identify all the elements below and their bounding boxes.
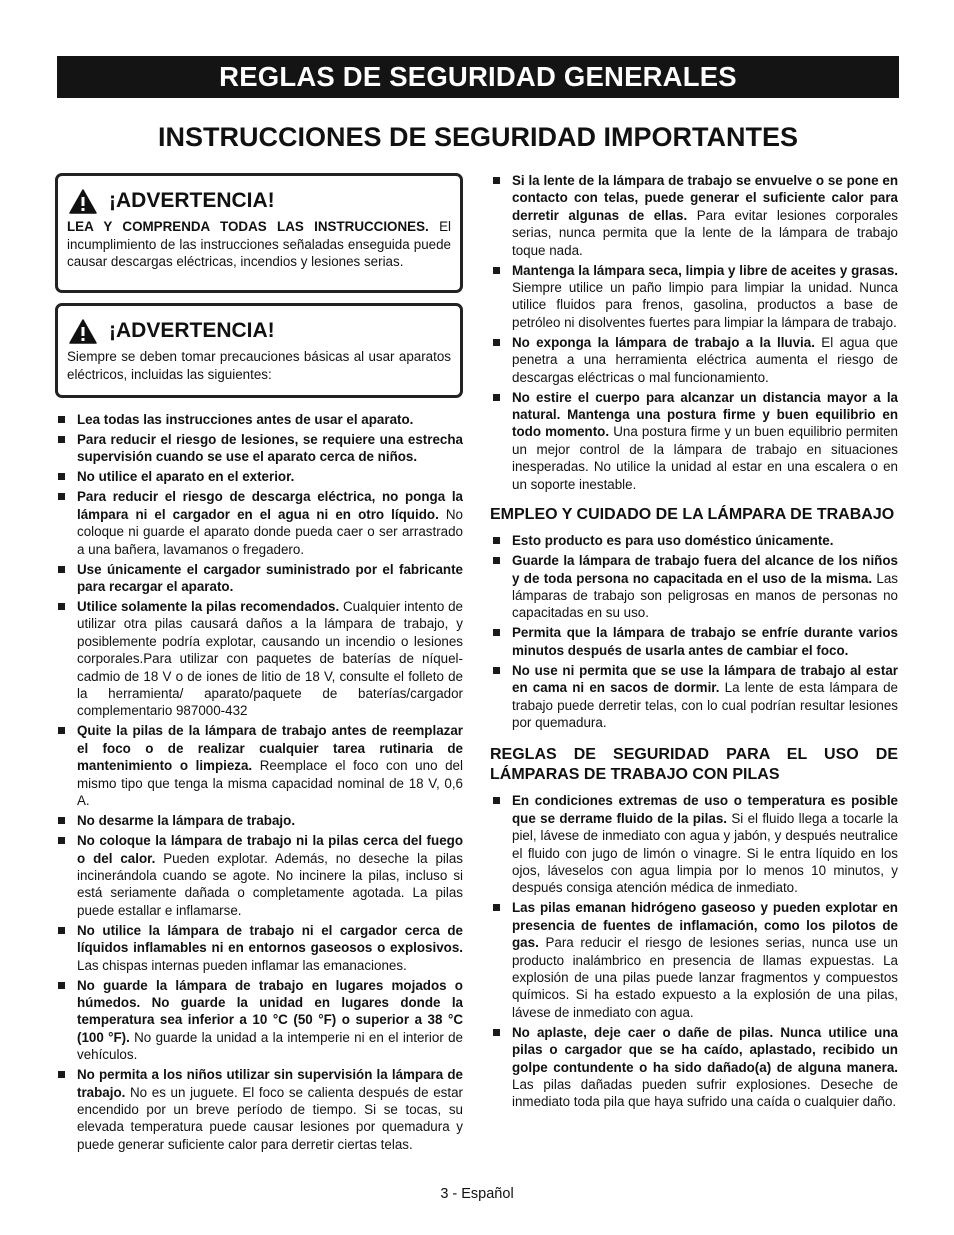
list-item [55,812,463,829]
list-item [55,977,463,1064]
list-item-body-text: La lente de esta lámpara de trabajo puede derretir telas, con lo cual podrían resultar lesiones por quemadura. [512,680,898,730]
list-item [490,624,898,659]
list-item [55,722,463,809]
list-item [55,488,463,558]
list-item-bold-text: No permita a los niños utilizar sin supervisión la lámpara de trabajo. [77,1067,463,1100]
page-subtitle: INSTRUCCIONES DE SEGURIDAD IMPORTANTES [157,122,799,152]
warning-title: ¡ADVERTENCIA! [109,319,275,342]
warning-body-text: Siempre se deben tomar precauciones básicas al usar aparatos eléctricos, incluidas las siguientes: [67,349,451,382]
pilas-list [490,792,898,1111]
list-item [490,334,898,386]
list-item [490,899,898,1021]
list-item-bold-text: No use ni permita que se use la lámpara de trabajo al estar en cama ni en sacos de dormir. [512,662,898,696]
right-safety-list [490,172,898,493]
warning-bold-text: LEA Y COMPRENDA TODAS LAS INSTRUCCIONES. [67,219,429,234]
list-item-body-text: Siempre utilice un paño limpio para limpiar la unidad. Nunca utilice fluidos para frenos, gasolina, productos a base de petróleo ni disolventes fuertes para limpiar la lámpara de trabajo. [512,280,898,330]
warning-box-1 [55,173,463,293]
list-item [55,561,463,596]
list-item-bold-text: Utilice solamente la pilas recomendados. [77,599,340,615]
warning-triangle-icon [69,319,97,344]
list-item-bold-text: No exponga la lámpara de trabajo a la lluvia. [512,334,815,350]
right-column [490,172,898,1113]
warning-text [67,218,451,271]
list-item-bold-text: No desarme la lámpara de trabajo. [77,813,296,829]
banner-title: REGLAS DE SEGURIDAD GENERALES [57,56,899,98]
list-item-body-text: Para evitar lesiones corporales serias, nunca permita que la lente de la lámpara de trabajo toque nada. [512,207,898,258]
warning-box-2 [55,303,463,398]
section-heading-empleo: EMPLEO Y CUIDADO DE LA LÁMPARA DE TRABAJO [490,506,895,524]
list-item [55,468,463,485]
list-item-bold-text: Para reducir el riesgo de descarga eléctrica, no ponga la lámpara ni el cargador en el agua ni en otro líquido. [77,489,463,522]
list-item-body-text: El agua que penetra a una herramienta eléctrica aumenta el riesgo de descargas eléctricas o mal funcionamiento. [512,334,898,385]
list-item-body-text: Las pilas dañadas pueden sufrir explosiones. Deseche de inmediato toda pila que haya sufrido una caída o cualquier daño. [512,1077,898,1110]
list-item-bold-text: Use únicamente el cargador suministrado por el fabricante para recargar el aparato. [77,561,463,595]
list-item [55,1066,463,1153]
list-item [55,832,463,919]
list-item [55,431,463,466]
list-item-bold-text: Para reducir el riesgo de lesiones, se requiere una estrecha supervisión cuando se use el aparato cerca de niños. [77,432,463,465]
section-heading-pilas: REGLAS DE SEGURIDAD PARA EL USO DE LÁMPARAS DE TRABAJO CON PILAS [490,746,898,784]
list-item-bold-text: Las pilas emanan hidrógeno gaseoso y pueden explotar en presencia de fuentes de inflamación, como los pilotos de gas. [512,900,898,951]
list-item-bold-text: No coloque la lámpara de trabajo ni la pilas cerca del fuego o del calor. [77,833,463,866]
warning-title: ¡ADVERTENCIA! [109,189,275,212]
list-item-bold-text: No estire el cuerpo para alcanzar un distancia mayor a la natural. Mantenga una postura firme y buen equilibrio en todo momento. [512,389,898,440]
list-item-bold-text: Guarde la lámpara de trabajo fuera del alcance de los niños y de toda persona no capacitada en el uso de la misma. [512,553,898,586]
list-item-body-text: Las chispas internas pueden inflamar las emanaciones. [77,957,407,973]
list-item [490,552,898,622]
list-item [55,922,463,974]
list-item-bold-text: No guarde la lámpara de trabajo en lugares mojados o húmedos. No guarde la unidad en lugares donde la temperatura sea inferior a 10 °C (50 °F) o superior a 38 °C (100 °F). [77,977,463,1045]
list-item [490,792,898,896]
list-item [490,1024,898,1111]
list-item-body-text: Para reducir el riesgo de lesiones serias, nunca use un producto inalámbrico en presencia de llamas expuestas. La explosión de una pilas puede lanzar fragmentos y compuestos químicos. Si ha estado expuesto a la explosión de una pilas, lávese de inmediato con agua. [512,935,898,1020]
warning-body-text: El incumplimiento de las instrucciones señaladas enseguida puede causar descargas eléctricas, incendios y lesiones serias. [67,219,451,270]
list-item [55,598,463,720]
list-item-bold-text: Si la lente de la lámpara de trabajo se envuelve o se pone en contacto con telas, puede generar el suficiente calor para derretir algunas de ellas. [512,173,898,223]
list-item-bold-text: No utilice la lámpara de trabajo ni el cargador cerca de líquidos inflamables ni en entornos gaseosos o explosivos. [77,922,463,956]
list-item-bold-text: Quite la pilas de la lámpara de trabajo antes de reemplazar el foco o de realizar cualquier tarea rutinaria de mantenimiento o limpieza. [77,723,463,774]
list-item-bold-text: Permita que la lámpara de trabajo se enfríe durante varios minutos después de usarla antes de cambiar el foco. [512,625,898,658]
list-item-body-text: Si el fluido llega a tocarle la piel, lávese de inmediato con agua y jabón, y después neutralice el fluido con jugo de limón o vinagre. Si le entra líquido en los ojos, láveselos con agua limpia por lo menos 10 minutos, y después consiga atención médica de inmediato. [512,810,898,896]
list-item-bold-text: Mantenga la lámpara seca, limpia y libre de aceites y grasas. [512,262,898,278]
list-item-body-text: Una postura firme y un buen equilibrio permiten un mejor control de la lámpara de trabajo en situaciones inesperadas. No utilice la unidad al estar en una escalera o en un soporte inestable. [512,424,898,492]
empleo-list [490,532,898,731]
list-item-bold-text: No utilice el aparato en el exterior. [77,469,295,485]
list-item-body-text: No guarde la unidad a la intemperie ni en el interior de vehículos. [77,1029,463,1063]
list-item-body-text: Pueden explotar. Además, no deseche la pilas incinerándola cuando se agote. No incinere la pilas, incluso si está seriamente dañada o completamente agotada. La pilas puede estallar e inflamarse. [77,850,463,918]
warning-triangle-icon [69,189,97,214]
list-item [490,389,898,493]
list-item [55,411,463,428]
list-item-body-text: Cualquier intento de utilizar otra pilas causará daños a la lámpara de trabajo, y posiblemente podría explotar, causando un incendio o lesiones corporales.Para utilizar con paquetes de baterías de níquel-cadmio de 18 V o de iones de litio de 18 V, consulte el folleto de la herramienta/ aparato/paquete de baterías/cargador complementario 987000-432 [77,599,463,719]
warning-header [69,314,451,348]
page-number: 3 - Español [440,1186,514,1202]
list-item [490,262,898,332]
list-item-body-text: No es un juguete. El foco se calienta después de estar encendido por un breve período de tiempo. Si se tocas, su elevada temperatura puede causar lesiones por quemadura y puede generar suficiente calor para derretir ciertas telas. [77,1084,463,1152]
list-item-bold-text: Esto producto es para uso doméstico únicamente. [512,533,834,549]
list-item [490,662,898,732]
left-safety-list [55,411,463,1153]
warning-text [67,348,451,383]
list-item-body-text: Las lámparas de trabajo son peligrosas en manos de personas no capacitadas en su uso. [512,570,899,621]
list-item-body-text: Reemplace el foco con uno del mismo tipo que tenga la misma capacidad nominal de 18 V, 0,6 A. [77,758,463,809]
list-item-body-text: No coloque ni guarde el aparato donde pueda caer o ser arrastrado a una bañera, lavamanos o fregadero. [77,506,463,557]
left-column [55,173,463,1156]
warning-header [69,184,451,218]
list-item-bold-text: En condiciones extremas de uso o temperatura es posible que se derrame fluido de la pilas. [512,793,898,826]
list-item-bold-text: No aplaste, deje caer o dañe de pilas. Nunca utilice una pilas o cargador que se ha caído, aplastado, recibido un golpe contundente o ha sido dañado(a) de alguna manera. [512,1024,898,1075]
list-item [490,172,898,259]
list-item [490,532,898,549]
list-item-bold-text: Lea todas las instrucciones antes de usar el aparato. [77,412,414,427]
